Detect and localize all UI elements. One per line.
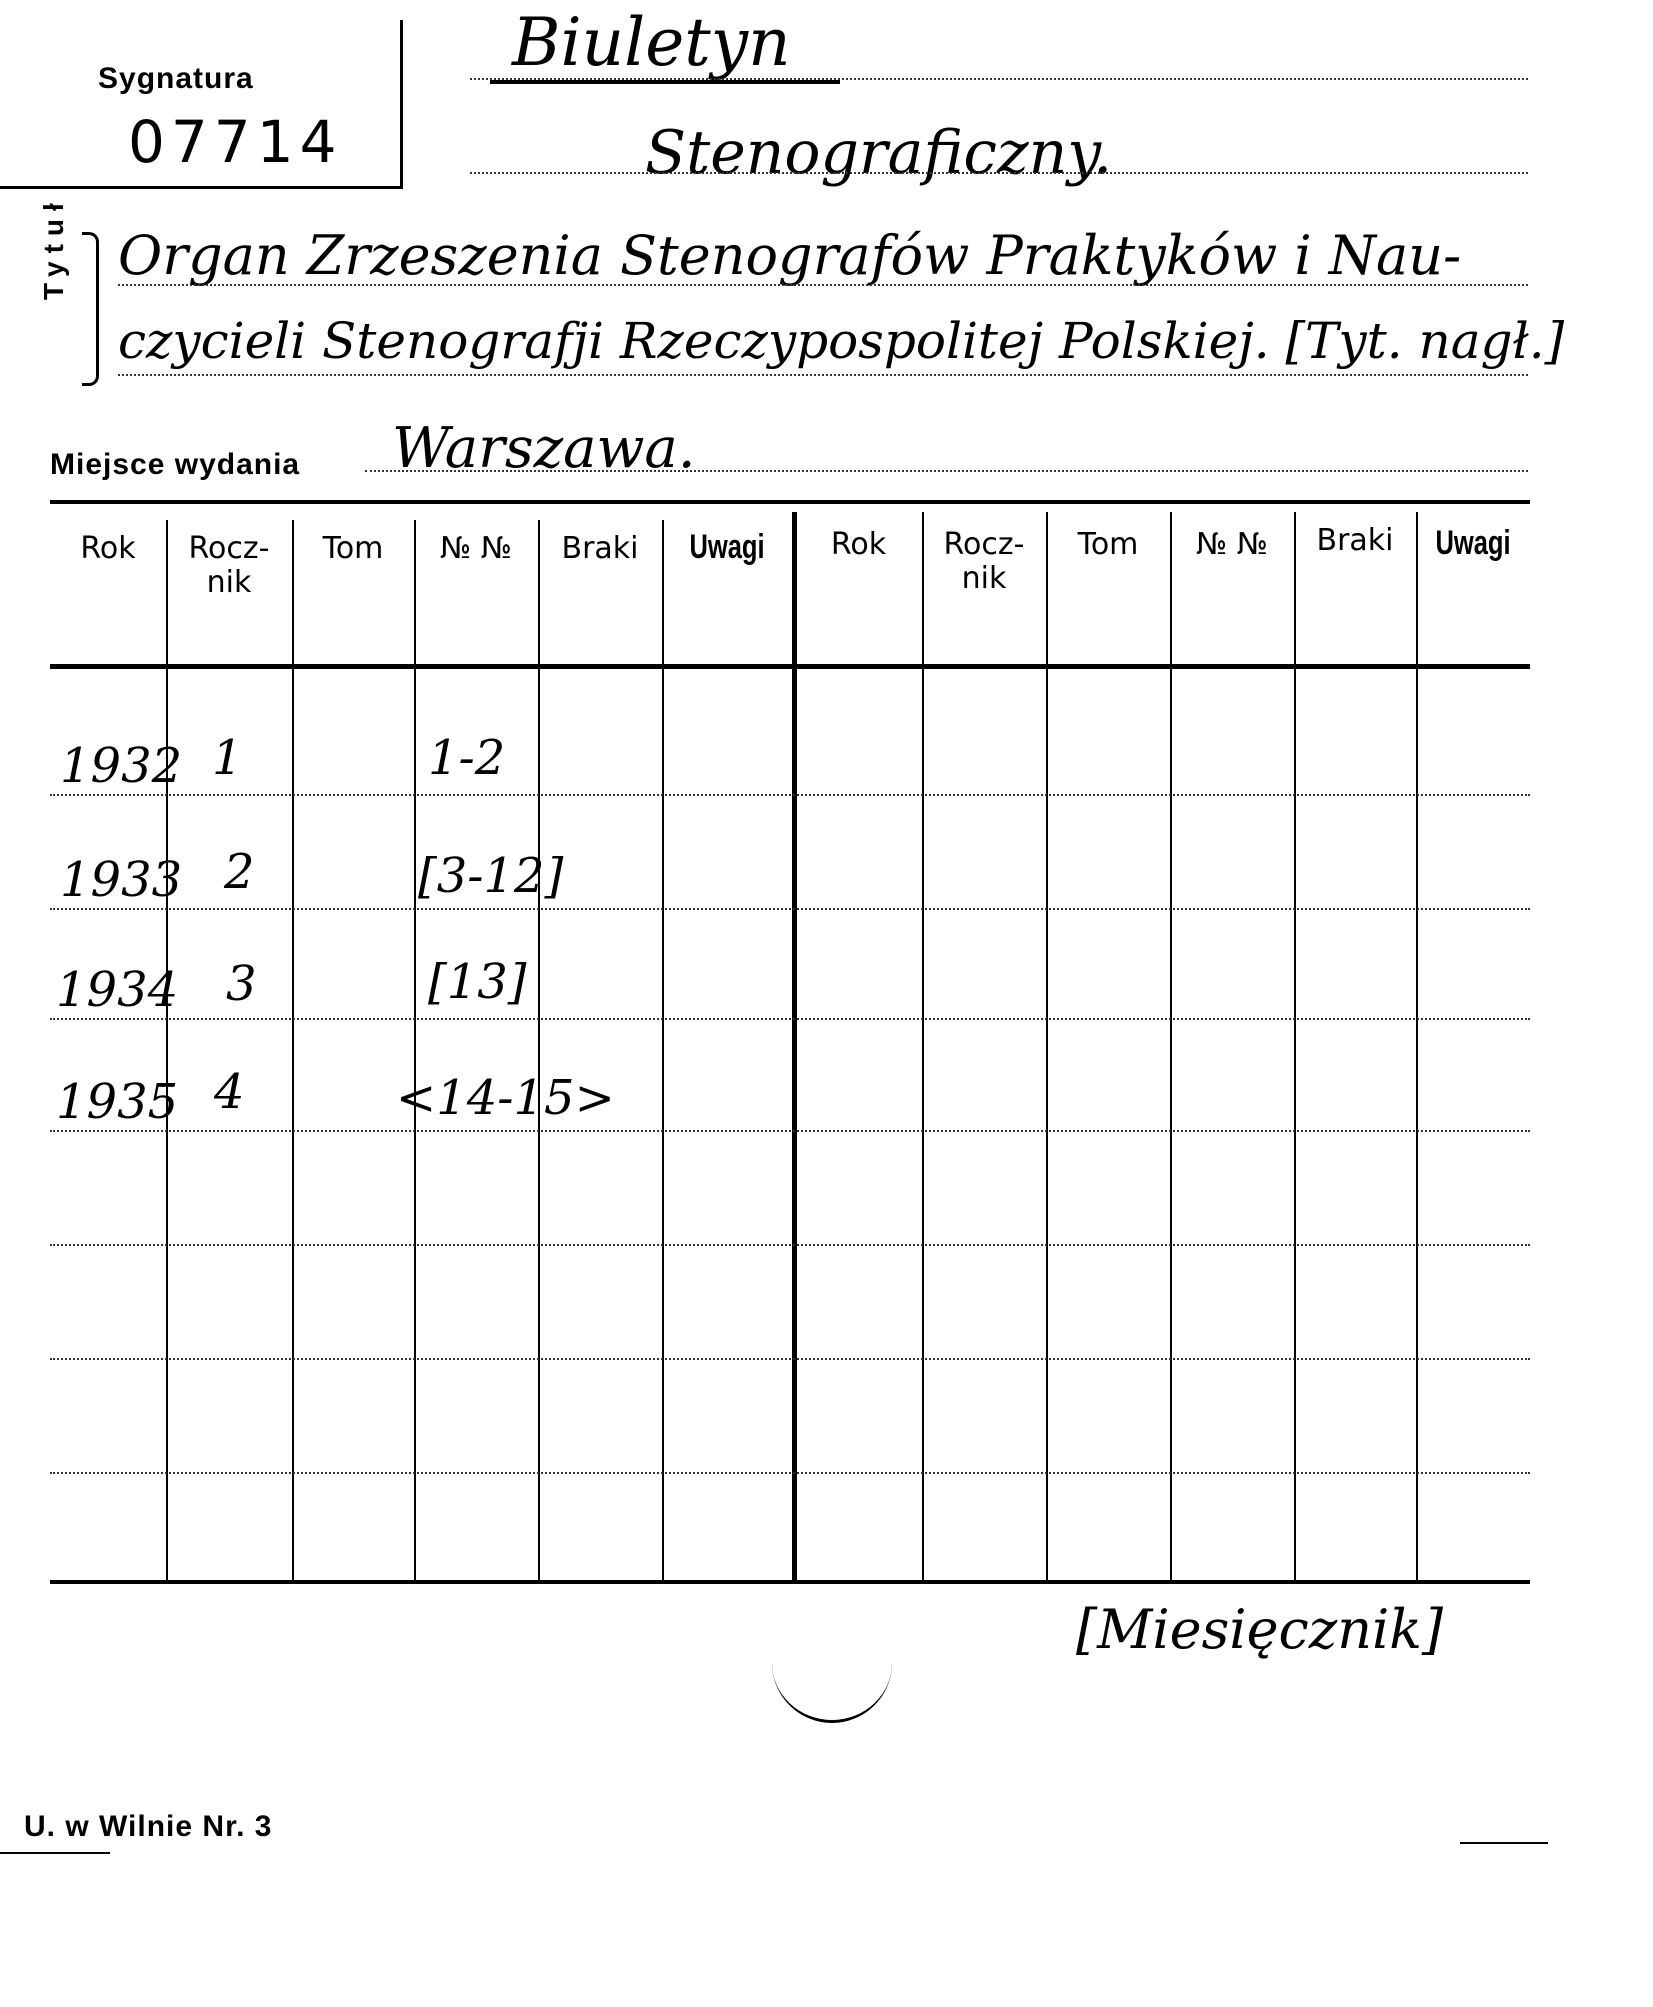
place-label: Miejsce wydania: [50, 448, 301, 481]
row2-rok: 1933: [60, 852, 183, 908]
row1-numery: 1-2: [428, 730, 506, 786]
title-dotline-1: [470, 78, 1528, 80]
header-uwagi-right: Uwagi: [1435, 524, 1511, 562]
row4-rocznik: 4: [214, 1064, 245, 1120]
col-rule-9: [1170, 512, 1172, 1580]
sygnatura-label: Sygnatura: [98, 62, 254, 95]
footer-rule-left: [0, 1852, 110, 1854]
hole-mark: [772, 1660, 892, 1723]
row-dotline-4: [50, 1130, 1530, 1132]
col-rule-center: [792, 512, 797, 1580]
row-dotline-3: [50, 1018, 1530, 1020]
col-rule-1: [166, 520, 168, 1580]
row-dotline-6: [50, 1358, 1530, 1360]
footer-imprint: U. w Wilnie Nr. 3: [24, 1810, 273, 1843]
col-rule-8: [1046, 512, 1048, 1580]
title-underline: [490, 80, 840, 84]
header-rok-right: Rok: [830, 527, 887, 562]
header-numery-left: № №: [440, 531, 512, 566]
header-tom-left: Tom: [322, 531, 384, 566]
row1-rocznik: 1: [212, 730, 243, 786]
row3-rocznik: 3: [226, 956, 257, 1012]
table-header-rule: [50, 664, 1530, 669]
subtitle-line1: Organ Zrzeszenia Stenografów Praktyków i Nau-: [118, 224, 1462, 287]
row1-rok: 1932: [60, 738, 183, 794]
col-rule-7: [922, 512, 924, 1580]
title-line2: Stenograficzny.: [645, 118, 1113, 188]
col-rule-2: [292, 520, 294, 1580]
subtitle-line2: czycieli Stenografji Rzeczypospolitej Polskiej. [Tyt. nagł.]: [118, 312, 1565, 370]
tytul-brace: [82, 232, 99, 386]
row4-numery: <14-15>: [396, 1070, 615, 1126]
tytul-side-label: Tytuł: [38, 195, 69, 300]
sygnatura-value: 07714: [128, 108, 343, 176]
footer-rule-right: [1460, 1842, 1548, 1844]
subtitle-dotline-1: [118, 284, 1528, 286]
place-dotline: [365, 470, 1528, 472]
header-rocznik-right: Rocz- nik: [943, 527, 1025, 596]
periodicity-note: [Miesięcznik]: [1076, 1598, 1444, 1661]
header-numery-right: № №: [1196, 527, 1268, 562]
col-rule-3: [414, 520, 416, 1580]
row2-numery: [3-12]: [418, 848, 564, 904]
col-rule-11: [1416, 512, 1418, 1580]
col-rule-10: [1294, 512, 1296, 1580]
row-dotline-5: [50, 1244, 1530, 1246]
header-tom-right: Tom: [1077, 527, 1139, 562]
col-rule-4: [538, 520, 540, 1580]
title-line1: Biuletyn: [512, 4, 791, 81]
row-dotline-2: [50, 908, 1530, 910]
row3-rok: 1934: [56, 962, 179, 1018]
header-braki-right: Braki: [1316, 523, 1394, 558]
row-dotline-7: [50, 1472, 1530, 1474]
place-value: Warszawa.: [392, 416, 696, 481]
table-top-rule: [50, 500, 1530, 504]
row2-rocznik: 2: [224, 844, 255, 900]
col-rule-5: [662, 520, 664, 1580]
header-rok-left: Rok: [80, 531, 136, 566]
table-bottom-rule: [50, 1580, 1530, 1584]
subtitle-dotline-2: [118, 374, 1528, 376]
header-rocznik-left: Rocz- nik: [188, 531, 270, 600]
sygnatura-box: [0, 20, 403, 189]
row-dotline-1: [50, 794, 1530, 796]
row4-rok: 1935: [56, 1074, 179, 1130]
row3-numery: [13]: [428, 954, 527, 1010]
header-uwagi-left: Uwagi: [689, 528, 765, 566]
header-braki-left: Braki: [561, 531, 639, 566]
title-dotline-2: [470, 172, 1528, 174]
